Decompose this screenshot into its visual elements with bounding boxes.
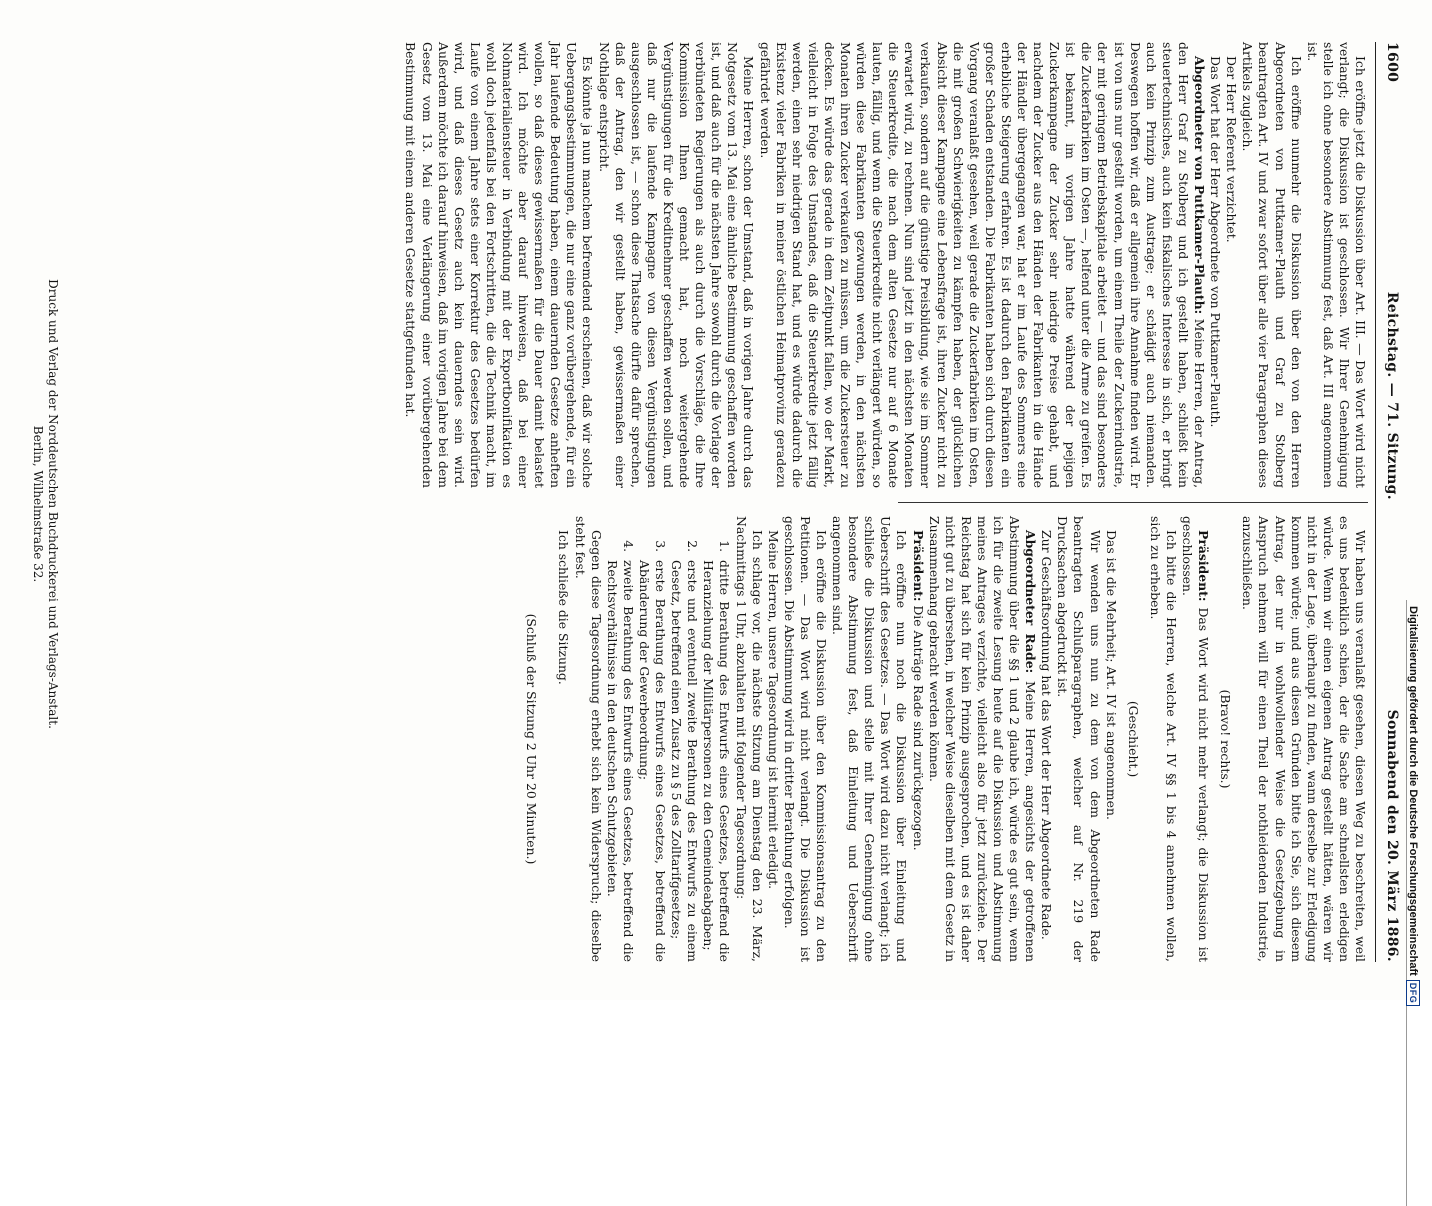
imprint-line: Druck und Verlag der Norddeutschen Buchdruckerei und Verlags-Anstalt. xyxy=(46,279,60,729)
speech-text: Die Anträge Rade sind zurückgezogen. xyxy=(910,605,926,851)
paragraph: Ich eröffne nunmehr die Diskussion über den von den Herren Abgeordneten von Puttkamer-Plauth und Graf zu Stolberg beantragten Art. IV und zwar sofort über alle vier Paragraphen dieses Artikels zugleich. xyxy=(1240,42,1304,488)
right-column xyxy=(88,516,1368,962)
credit-rotated xyxy=(1402,606,1424,1004)
agenda-item: 2. erste und eventuell zweite Berathung des Entwurfs zu einem Gesetz, betreffend einen Zusatz zu § 5 des Zolltarifgesetzes; xyxy=(668,556,700,962)
imprint-line: Berlin, Wilhelmstraße 32. xyxy=(31,425,45,583)
agenda-item: 3. erste Berathung des Entwurfs eines Gesetzes, betreffend die Abänderung der Gewerbeordnung; xyxy=(636,556,668,962)
paragraph: Der Herr Referent verzichtet. xyxy=(1224,56,1240,243)
session-date: Sonnabend den 20. März 1886. xyxy=(1384,709,1400,962)
speech-rade xyxy=(926,516,1039,962)
paragraph: Wir wenden uns nun zu dem von dem Abgeordneten Rade beantragten Schlußparagraphen, welcher auf Nr. 219 der Drucksachen abgedruckt ist. xyxy=(1055,516,1103,962)
speech-puttkamer xyxy=(756,42,1207,488)
digitization-credit xyxy=(1402,606,1424,1004)
paragraph: Ich schlage vor, die nächste Sitzung am Dienstag den 23. März, Nachmittags 1 Uhr, abzuhalten mit folgender Tagesordnung: xyxy=(733,516,765,962)
column-divider xyxy=(898,502,1368,503)
session-end-note: (Schluß der Sitzung 2 Uhr 20 Minuten.) xyxy=(524,613,540,865)
speech-text: Meine Herren, angesichts der getroffenen Abstimmung über die §§ 1 und 2 glaube ich, würde es gut sein, wenn ich für die zweite Lesung heute auf die Diskussion und Abstimmung meines Antrages verzichte, vielleicht also für jetzt zurückziehe. Der Reichstag hat sich für kein Prinzip ausgesprochen, und es ist daher nicht gut zu übersehen, in welcher Weise dieselben mit dem Gesetz in Zusammenhang gebracht werden können. xyxy=(926,516,1039,962)
speaker-label: Abgeordneter Rade: xyxy=(1023,530,1039,674)
agenda-item: 1. dritte Berathung des Entwurfs eines Gesetzes, betreffend die Heranziehung der Militärpersonen zu den Gemeindeabgaben; xyxy=(700,556,732,962)
paragraph: Ich bitte die Herren, welche Art. IV §§ 1 bis 4 annehmen wollen, sich zu erheben. xyxy=(1147,516,1179,962)
speaker-label: Präsident: xyxy=(910,530,926,602)
printer-imprint xyxy=(30,124,60,884)
speech-text: Das Wort wird nicht mehr verlangt; die Diskussion ist geschlossen. xyxy=(1180,516,1212,962)
rotated-page-content xyxy=(16,4,1416,994)
applause-note: (Bravo! rechts.) xyxy=(1218,689,1234,789)
speaker-label: Abgeordneter von Puttkamer-Plauth: xyxy=(1192,56,1208,319)
paragraph: Gegen diese Tagesordnung erhebt sich kein Widerspruch; dieselbe steht fest. xyxy=(572,516,604,962)
header-rule xyxy=(1375,42,1376,962)
paragraph: Zur Geschäftsordnung hat das Wort der Herr Abgeordnete Rade. xyxy=(1039,530,1055,940)
session-title: Reichstag. — 71. Sitzung. xyxy=(1384,291,1400,500)
dfg-logo: DFG xyxy=(1406,980,1420,1007)
speaker-label: Präsident: xyxy=(1196,530,1212,602)
agenda-item: 4. zweite Berathung des Entwurfs eines Gesetzes, betreffend die Rechtsverhältnisse in den deutschen Schutzgebieten. xyxy=(604,556,636,962)
paragraph: Das Wort hat der Herr Abgeordnete von Puttkamer-Plauth. xyxy=(1208,56,1224,428)
paragraph: Ich schließe die Sitzung. xyxy=(556,530,572,685)
credit-text: Digitalisierung gefördert durch die Deutsche Forschungsgemeinschaft xyxy=(1407,606,1419,976)
agenda-list xyxy=(604,516,733,962)
paragraph: Es könnte ja nun manchem befremdend erscheinen, daß wir solche Uebergangsbestimmungen, die nur eine ganz vorübergehende, für ein Jahr laufende Bedeutung haben, einem dauernden Gesetze anheften wollen, so daß dieses gewissermaßen für die Dauer damit belastet wird. Ich möchte aber darauf hinweisen, daß bei einer Nohmaterialiensteuer in Verbindung mit der Exportbonifikation es wohl doch jedenfalls bei den Fortschritten, die die Technik macht, im Laufe von einem Jahre stets einer Korrektur des Gesetzes bedürfen wird, und daß dieses Gesetz auch kein dauerndes sein wird. Außerdem möchte ich darauf hinweisen, daß im vorigen Jahre bei dem Gesetz vom 13. Mai eine Verlängerung einer vorübergehenden Bestimmung mit einem anderen Gesetze stattgefunden hat. xyxy=(403,42,596,488)
paragraph: Ich eröffne jetzt die Diskussion über Art. III. — Das Wort wird nicht verlangt; die Diskussion ist geschlossen. Wir Ihrer Genehmigung stelle ich ohne besondere Abstimmung fest, daß Art. III angenommen ist. xyxy=(1304,42,1368,488)
paragraph: Wir haben uns veranlaßt gesehen, diesen Weg zu beschreiten, weil es uns bedenklich schien, der die Sache am schnellsten erledigen würde. Wenn wir einen eigenen Antrag gestellt hätten, wären wir nicht in der Lage, überhaupt zu finden, wann derselbe zur Erledigung kommen würde; und aus diesen Gründen bitte ich Sie, sich diesem Antrag, der nur in wohlwollender Weise die Gesetzgebung in Anspruch nehmen will für einen Theil der nothleidenden Industrie, anzuschließen. xyxy=(1240,516,1368,962)
paragraph: Meine Herren, unsere Tagesordnung ist hiermit erledigt. xyxy=(765,530,781,890)
paragraph: Ich eröffne die Diskussion über den Kommissionsantrag zu den Petitionen. — Das Wort wird nicht verlangt. Die Diskussion ist geschlossen. Die Abstimmung wird in dritter Berathung erfolgen. xyxy=(781,516,829,962)
page-number: 1600 xyxy=(1384,42,1400,83)
speech-president xyxy=(1179,516,1211,962)
left-column xyxy=(88,42,1368,488)
paragraph: Das ist die Mehrheit; Art. IV ist angenommen. xyxy=(1103,530,1119,820)
paragraph: Ich eröffne nun noch die Diskussion über Einleitung und Ueberschrift des Gesetzes. — Das Wort wird dazu nicht verlangt; ich schließe die Diskussion und stelle mit Ihrer Genehmigung ohne besondere Abstimmung fest, daß Einleitung und Ueberschrift angenommen sind. xyxy=(830,516,910,962)
speech-text: Meine Herren, der Antrag, den Herr Graf zu Stolberg und ich gestellt haben, schließt kein steuertechnisches, auch kein fiskalisches Interesse in sich, er bringt auch kein Prinzip zum Austrage; er schädigt auch niemanden. Deswegen hoffen wir, daß er allgemein ihre Annahme finden wird. Er ist von uns nur gestellt worden, um einem Theile der Zuckerindustrie, der mit geringem Betriebskapitale arbeitet — und das sind besonders die Zuckerfabriken im Osten —, helfend unter die Arme zu greifen. Es ist bekannt, im vorigen Jahre hatte während der pejigen Zuckerkampagne der Zucker sehr niedrige Preise gehabt, und nachdem der Zucker aus den Händen der Fabrikanten in die Hände der Händler übergegangen war, hat er im Laufe des Sommers eine erhebliche Steigerung erfahren. Es ist dadurch den Fabrikanten ein großer Schaden entstanden. Die Fabrikanten haben sich durch diesen Vorgang veranlaßt gesehen, weil gerade die Zuckerfabriken im Osten, die mit großen Schwierigkeiten zu kämpfen haben, der glücklichen Absicht dieser Kampagne eine Lebensfrage ist, ihren Zucker nicht zu verkaufen, sondern auf die günstige Preisbildung, wie sie im Sommer erwartet wird, zu rechnen. Nun sind jetzt in den nächsten Monaten die Steuerkredite, die nach dem alten Gesetze nur auf 6 Monate lauten, fällig, und wenn die Steuerkredite nicht verlängert würden, so würden diese Fabrikanten gezwungen werden, in den nächsten Monaten ihren Zucker verkaufen zu müssen, um die Zuckersteuer zu decken. Es würde das gerade in dem Zeitpunkt fallen, wo der Markt, vielleicht in Folge des Umstandes, daß die Steuerkredite jetzt fällig werden, einen sehr niedrigen Stand hat, und es würde dadurch die Existenz vieler Fabriken in meiner östlichen Heimatprovinz geradezu gefährdet werden. xyxy=(757,42,1208,489)
paragraph: Meine Herren, schon der Umstand, daß in vorigen Jahre durch das Notgesetz vom 13. Mai eine ähnliche Bestimmung geschaffen worden ist, und daß auch für die nächsten Jahre sowohl durch die Vorlage der verbündeten Regierungen als auch durch die Vorschläge, die Ihre Kommission Ihnen gemacht hat, noch weitergehende Vergünstigungen für die Kreditnehmer geschaffen werden sollen, und daß nur die laufende Kampagne von diesen Vergünstigungen ausgeschlossen ist, — schon diese Thatsache dürfte dafür sprechen, daß der Antrag, den wir gestellt haben, gewissermaßen einer Nothlage entspricht. xyxy=(596,42,757,488)
speech-president xyxy=(909,516,925,962)
action-note: (Geschieht.) xyxy=(1125,700,1141,778)
